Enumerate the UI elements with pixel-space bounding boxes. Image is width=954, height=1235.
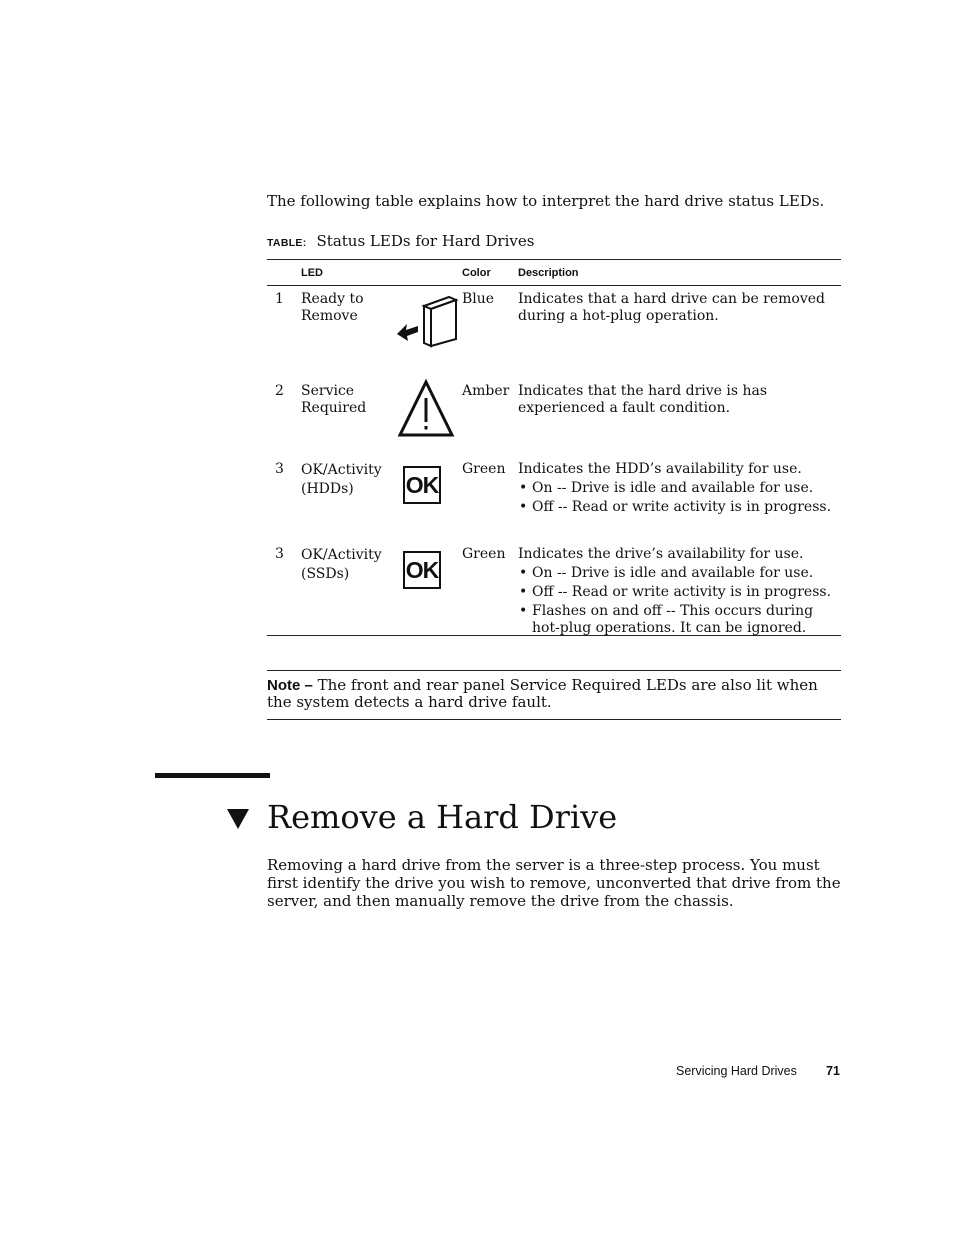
table-row: [267, 541, 841, 635]
row-led: Ready to Remove: [301, 291, 364, 324]
warning-triangle-icon: [397, 378, 455, 443]
note-box: [267, 670, 841, 720]
row-description: [518, 461, 840, 518]
description-text: Indicates the HDD’s availability for use.: [518, 461, 802, 477]
table-row: [267, 286, 841, 378]
row-color: Green: [462, 461, 506, 477]
header-led: LED: [301, 267, 323, 279]
ok-icon-text: OK: [405, 556, 439, 583]
ok-icon: [403, 466, 441, 504]
row-number: 3: [275, 461, 284, 477]
row-color: Blue: [462, 291, 495, 307]
row-description: [518, 546, 840, 639]
table-row: [267, 378, 841, 456]
description-text: Indicates that a hard drive can be removed during a hot-plug operation.: [518, 291, 826, 324]
footer-chapter-title: Servicing Hard Drives: [676, 1064, 797, 1078]
row-color: Amber: [462, 383, 510, 399]
header-description: Description: [518, 267, 579, 279]
bullet-item: • On -- Drive is idle and available for use.: [518, 480, 840, 497]
section-triangle-icon: [226, 808, 250, 830]
row-number: 3: [275, 546, 284, 562]
section-divider-bar: [155, 773, 270, 778]
row-description: [518, 383, 840, 417]
section-title: Remove a Hard Drive: [267, 798, 618, 836]
bullet-item: • Off -- Read or write activity is in progress.: [518, 584, 840, 601]
description-text: Indicates the drive’s availability for use.: [518, 546, 804, 562]
bullet-item: • Off -- Read or write activity is in progress.: [518, 499, 840, 516]
description-bullets: [518, 480, 840, 516]
ok-icon-text: OK: [405, 471, 439, 498]
table-caption-label: TABLE:: [267, 237, 307, 249]
row-description: [518, 291, 840, 325]
section-body: Removing a hard drive from the server is a three-step process. You must first identify the drive you wish to remove, unconverted that drive from the server, and then manually remove the drive from the chassis.: [267, 856, 841, 910]
row-led: Service Required: [301, 383, 367, 416]
bullet-item: • Flashes on and off -- This occurs during hot-plug operations. It can be ignored.: [518, 603, 840, 637]
description-bullets: [518, 565, 840, 637]
note-label: Note –: [267, 677, 313, 694]
table-caption-title: Status LEDs for Hard Drives: [316, 232, 535, 250]
row-led: OK/Activity (SSDs): [301, 547, 382, 582]
bullet-item: • On -- Drive is idle and available for use.: [518, 565, 840, 582]
table-caption: [267, 232, 534, 250]
row-number: 1: [275, 291, 284, 307]
ready-to-remove-icon: [393, 294, 459, 353]
footer-page-number: 71: [826, 1064, 840, 1078]
header-color: Color: [462, 267, 491, 279]
row-number: 2: [275, 383, 284, 399]
note-text: The front and rear panel Service Required LEDs are also lit when the system detects a hard drive fault.: [267, 676, 818, 711]
table-row: [267, 456, 841, 541]
row-color: Green: [462, 546, 506, 562]
ok-icon: [403, 551, 441, 589]
row-led: OK/Activity (HDDs): [301, 462, 382, 497]
led-status-table: [267, 259, 841, 636]
intro-paragraph: The following table explains how to interpret the hard drive status LEDs.: [267, 192, 825, 210]
description-text: Indicates that the hard drive is has experienced a fault condition.: [518, 383, 768, 416]
table-header-row: [267, 260, 841, 286]
